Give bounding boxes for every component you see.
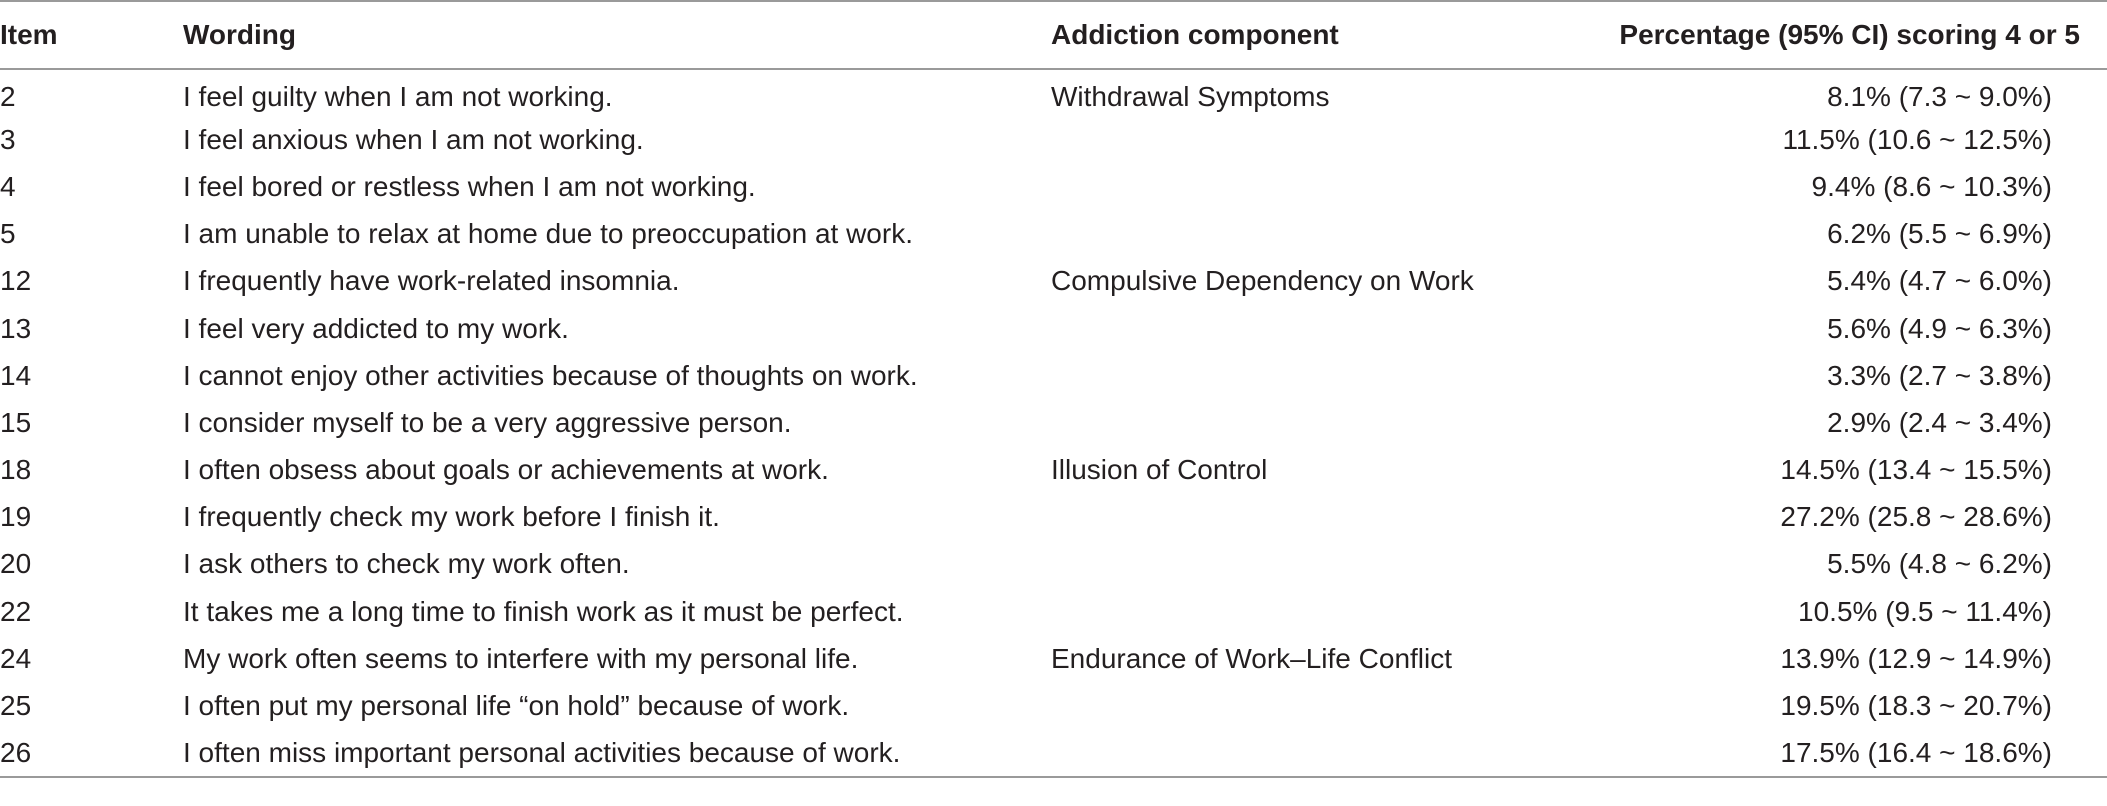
cell-addiction-component: Illusion of Control xyxy=(1051,454,1268,486)
table-row xyxy=(0,447,2107,494)
cell-addiction-component xyxy=(1051,352,1587,399)
cell-percentage: 8.1% (7.3 ~ 9.0%) xyxy=(1827,81,2052,113)
cell-item: 2 xyxy=(0,81,16,113)
table-row xyxy=(0,635,2107,682)
table-row xyxy=(0,211,2107,258)
cell-wording: I often put my personal life “on hold” because of work. xyxy=(183,690,850,722)
table-row xyxy=(0,305,2107,352)
cell-addiction-component: Endurance of Work–Life Conflict xyxy=(1051,642,1453,674)
cell-wording: I often miss important personal activities because of work. xyxy=(183,730,1051,777)
cell-addiction-component: Withdrawal Symptoms xyxy=(1051,81,1330,113)
cell-addiction-component xyxy=(1051,116,1587,163)
cell-item: 19 xyxy=(0,501,32,533)
cell-item: 25 xyxy=(0,690,32,722)
cell-addiction-component xyxy=(1051,588,1587,635)
table-row xyxy=(0,541,2107,588)
table-body xyxy=(0,69,2107,777)
cell-wording: I often obsess about goals or achievements at work. xyxy=(183,454,829,486)
cell-wording: I feel anxious when I am not working. xyxy=(183,123,644,155)
table-header xyxy=(0,1,2107,69)
cell-item: 13 xyxy=(0,312,32,344)
cell-item: 4 xyxy=(0,170,16,202)
table-row xyxy=(0,116,2107,163)
cell-addiction-component xyxy=(1051,682,1587,729)
cell-percentage: 27.2% (25.8 ~ 28.6%) xyxy=(1780,501,2052,533)
cell-addiction-component xyxy=(1051,541,1587,588)
cell-percentage: 19.5% (18.3 ~ 20.7%) xyxy=(1780,690,2052,722)
header-percentage: Percentage (95% CI) scoring 4 or 5 xyxy=(1587,1,2107,69)
cell-addiction-component xyxy=(1051,305,1587,352)
cell-addiction-component xyxy=(1051,163,1587,210)
header-row xyxy=(0,1,2107,69)
header-wording: Wording xyxy=(183,1,1051,69)
cell-item: 20 xyxy=(0,548,32,580)
cell-wording: I cannot enjoy other activities because of thoughts on work. xyxy=(183,359,918,391)
cell-wording: I consider myself to be a very aggressive person. xyxy=(183,406,792,438)
cell-percentage: 2.9% (2.4 ~ 3.4%) xyxy=(1827,406,2052,438)
header-item: Item xyxy=(0,1,183,69)
cell-wording: I feel very addicted to my work. xyxy=(183,312,569,344)
cell-item: 22 xyxy=(0,595,32,627)
header-addiction-component: Addiction component xyxy=(1051,1,1587,69)
cell-item: 5 xyxy=(0,218,16,250)
table-row xyxy=(0,258,2107,305)
cell-item: 14 xyxy=(0,359,32,391)
cell-item: 12 xyxy=(0,265,32,297)
table-row xyxy=(0,682,2107,729)
cell-addiction-component xyxy=(1051,211,1587,258)
cell-percentage: 10.5% (9.5 ~ 11.4%) xyxy=(1798,595,2052,627)
cell-item: 18 xyxy=(0,454,32,486)
cell-item: 24 xyxy=(0,642,32,674)
cell-addiction-component xyxy=(1051,399,1587,446)
cell-wording: I ask others to check my work often. xyxy=(183,548,630,580)
cell-percentage: 13.9% (12.9 ~ 14.9%) xyxy=(1780,642,2052,674)
cell-percentage: 3.3% (2.7 ~ 3.8%) xyxy=(1827,359,2052,391)
cell-wording: It takes me a long time to finish work as it must be perfect. xyxy=(183,595,904,627)
cell-percentage: 6.2% (5.5 ~ 6.9%) xyxy=(1827,218,2052,250)
cell-wording: I am unable to relax at home due to preoccupation at work. xyxy=(183,218,913,250)
cell-percentage: 11.5% (10.6 ~ 12.5%) xyxy=(1782,123,2052,155)
cell-percentage: 17.5% (16.4 ~ 18.6%) xyxy=(1587,730,2107,777)
cell-addiction-component: Compulsive Dependency on Work xyxy=(1051,265,1474,297)
cell-percentage: 5.6% (4.9 ~ 6.3%) xyxy=(1827,312,2052,344)
table-row xyxy=(0,588,2107,635)
cell-wording: My work often seems to interfere with my personal life. xyxy=(183,642,859,674)
cell-addiction-component xyxy=(1051,494,1587,541)
table-row xyxy=(0,399,2107,446)
cell-item: 3 xyxy=(0,123,16,155)
cell-percentage: 5.4% (4.7 ~ 6.0%) xyxy=(1827,265,2052,297)
cell-item: 15 xyxy=(0,406,32,438)
table-row xyxy=(0,730,2107,777)
cell-addiction-component xyxy=(1051,730,1587,777)
table-row xyxy=(0,352,2107,399)
table-row xyxy=(0,494,2107,541)
cell-wording: I feel guilty when I am not working. xyxy=(183,81,613,113)
cell-wording: I feel bored or restless when I am not working. xyxy=(183,170,756,202)
cell-percentage: 14.5% (13.4 ~ 15.5%) xyxy=(1780,454,2052,486)
cell-percentage: 5.5% (4.8 ~ 6.2%) xyxy=(1827,548,2052,580)
table-row xyxy=(0,163,2107,210)
cell-wording: I frequently check my work before I finish it. xyxy=(183,501,720,533)
cell-percentage: 9.4% (8.6 ~ 10.3%) xyxy=(1811,170,2052,202)
cell-item: 26 xyxy=(0,730,183,777)
cell-wording: I frequently have work-related insomnia. xyxy=(183,265,680,297)
table-row xyxy=(0,69,2107,116)
